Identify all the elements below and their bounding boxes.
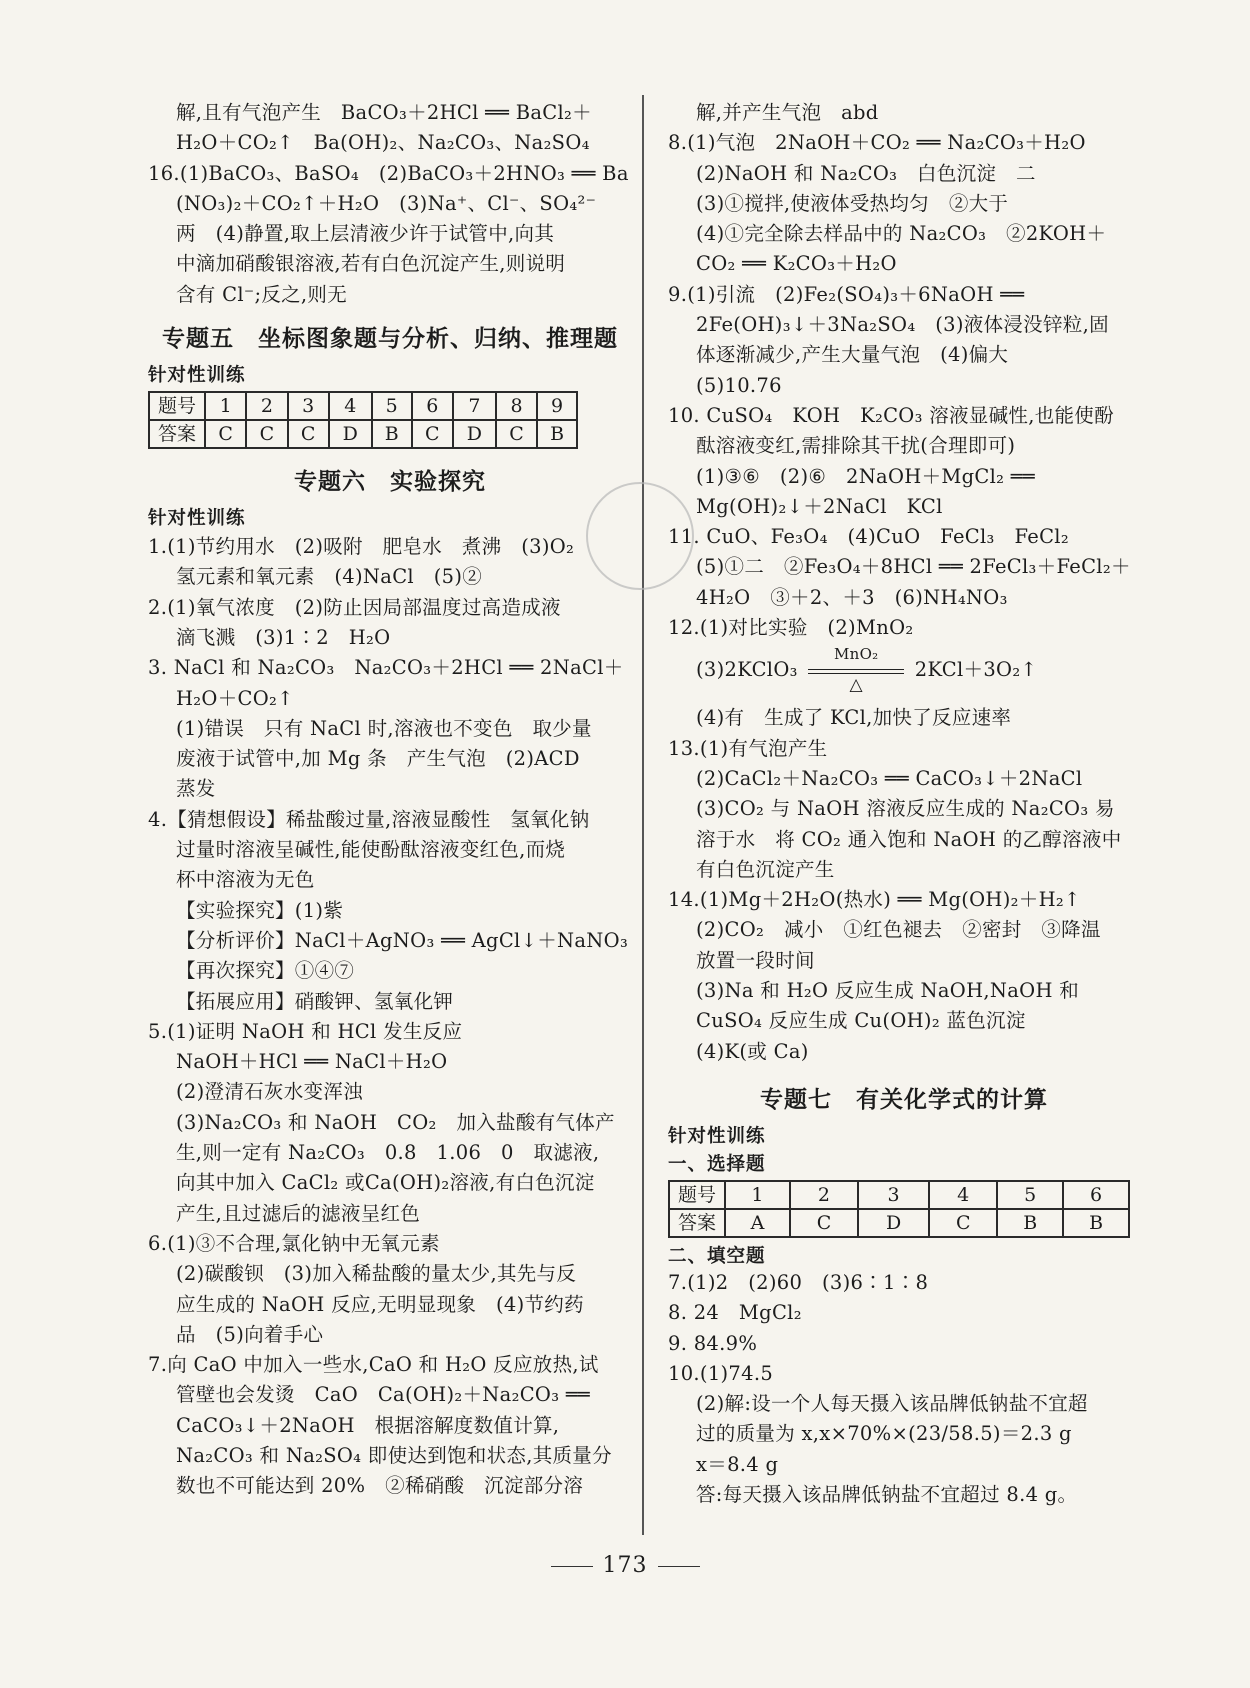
- text-line: 过的质量为 x,x×70%×(23/58.5)＝2.3 g: [696, 1422, 1072, 1446]
- table-cell: D: [453, 420, 496, 448]
- stamp-seal: [586, 482, 694, 590]
- table-cell: 8: [496, 392, 537, 420]
- text-line: 9.(1)引流 (2)Fe₂(SO₄)₃＋6NaOH ══: [668, 282, 1025, 306]
- eq-catalyst: MnO₂: [833, 644, 879, 663]
- text-line: 2Fe(OH)₃↓＋3Na₂SO₄ (3)液体浸没锌粒,固: [696, 313, 1109, 337]
- table-cell: B: [997, 1209, 1063, 1237]
- table-cell: 2: [790, 1181, 858, 1209]
- table-cell: 1: [205, 392, 246, 420]
- table-cell: B: [537, 420, 577, 448]
- text-line: Mg(OH)₂↓＋2NaCl KCl: [696, 494, 943, 518]
- text-line: (2)CaCl₂＋Na₂CO₃ ══ CaCO₃↓＋2NaCl: [696, 766, 1083, 790]
- text-line: 10. CuSO₄ KOH K₂CO₃ 溶液显碱性,也能使酚: [668, 403, 1114, 427]
- text-line: (2)碳酸钡 (3)加入稀盐酸的量太少,其先与反: [176, 1262, 577, 1286]
- text-line: (4)有 生成了 KCl,加快了反应速率: [696, 706, 1012, 730]
- table-cell: 1: [725, 1181, 790, 1209]
- section5-subtitle: 针对性训练: [148, 365, 246, 387]
- text-line: 管壁也会发烫 CaO Ca(OH)₂＋Na₂CO₃ ══: [176, 1383, 590, 1407]
- text-line: 过量时溶液呈碱性,能使酚酞溶液变红色,而烧: [176, 838, 566, 862]
- table-cell: 7: [453, 392, 496, 420]
- text-line: 【分析评价】NaCl＋AgNO₃ ══ AgCl↓＋NaNO₃: [176, 928, 629, 952]
- section5-answer-table: [148, 391, 578, 449]
- text-line: (1)错误 只有 NaCl 时,溶液也不变色 取少量: [176, 716, 592, 740]
- text-line: (2)NaOH 和 Na₂CO₃ 白色沉淀 二: [696, 161, 1036, 185]
- text-line: (4)①完全除去样品中的 Na₂CO₃ ②2KOH＋: [696, 222, 1107, 246]
- table-cell: 3: [858, 1181, 929, 1209]
- section7-part2: 二、填空题: [668, 1245, 766, 1267]
- text-line: 答:每天摄入该品牌低钠盐不宜超过 8.4 g。: [696, 1482, 1078, 1506]
- text-line: 10.(1)74.5: [668, 1361, 774, 1385]
- table-cell: C: [246, 420, 287, 448]
- text-line: CaCO₃↓＋2NaOH 根据溶解度数值计算,: [176, 1413, 560, 1437]
- text-line: 杯中溶液为无色: [176, 868, 315, 892]
- table-cell: C: [790, 1209, 858, 1237]
- table-cell: 2: [246, 392, 287, 420]
- text-line: 6.(1)③不合理,氯化钠中无氧元素: [148, 1231, 440, 1255]
- text-line: 【实验探究】(1)紫: [176, 898, 344, 922]
- text-line: (2)解:设一个人每天摄入该品牌低钠盐不宜超: [696, 1392, 1088, 1416]
- table-cell: 4: [329, 392, 372, 420]
- table-row-label: 答案: [149, 420, 205, 448]
- table-cell: 5: [372, 392, 412, 420]
- text-line: 体逐渐减少,产生大量气泡 (4)偏大: [696, 343, 1009, 367]
- section6-title: 专题六 实验探究: [294, 469, 486, 496]
- table-cell: 9: [537, 392, 577, 420]
- table-cell: D: [858, 1209, 929, 1237]
- text-line: 5.(1)证明 NaOH 和 HCl 发生反应: [148, 1019, 463, 1043]
- text-line: (3)Na 和 H₂O 反应生成 NaOH,NaOH 和: [696, 979, 1080, 1003]
- eq-suffix: 2KCl＋3O₂↑: [914, 658, 1038, 682]
- text-line: 4.【猜想假设】稀盐酸过量,溶液显酸性 氢氧化钠: [148, 807, 590, 831]
- text-line: (3)CO₂ 与 NaOH 溶液反应生成的 Na₂CO₃ 易: [696, 797, 1115, 821]
- text-line: (2)CO₂ 减小 ①红色褪去 ②密封 ③降温: [696, 918, 1101, 942]
- table-row-label: 答案: [669, 1209, 725, 1237]
- eq-arrow: [808, 644, 904, 695]
- page-number: [0, 1553, 1250, 1578]
- text-line: 氢元素和氧元素 (4)NaCl (5)②: [176, 565, 483, 589]
- right-column: [668, 98, 1140, 1510]
- text-line: 1.(1)节约用水 (2)吸附 肥皂水 煮沸 (3)O₂: [148, 535, 575, 559]
- text-line: 8. 24 MgCl₂: [668, 1301, 802, 1325]
- text-line: 8.(1)气泡 2NaOH＋CO₂ ══ Na₂CO₃＋H₂O: [668, 131, 1086, 155]
- text-line: 7.(1)2 (2)60 (3)6∶1∶8: [668, 1270, 929, 1294]
- text-line: 【拓展应用】硝酸钾、氢氧化钾: [176, 989, 454, 1013]
- left-top-lines: [148, 98, 632, 310]
- text-line: 2.(1)氧气浓度 (2)防止因局部温度过高造成液: [148, 595, 561, 619]
- text-line: CuSO₄ 反应生成 Cu(OH)₂ 蓝色沉淀: [696, 1009, 1026, 1033]
- text-line: 溶于水 将 CO₂ 通入饱和 NaOH 的乙醇溶液中: [696, 827, 1122, 851]
- table-answer-row: [669, 1209, 1129, 1237]
- table-cell: C: [496, 420, 537, 448]
- table-row-label: 题号: [669, 1181, 725, 1209]
- text-line: (5)10.76: [696, 373, 782, 397]
- text-line: 13.(1)有气泡产生: [668, 736, 828, 760]
- equation-12-3: [668, 643, 1140, 703]
- column-divider: [642, 95, 644, 1535]
- text-line: (1)③⑥ (2)⑥ 2NaOH＋MgCl₂ ══: [696, 464, 1035, 488]
- text-line: 酞溶液变红,需排除其干扰(合理即可): [696, 434, 1016, 458]
- table-cell: D: [329, 420, 372, 448]
- text-line: (3)Na₂CO₃ 和 NaOH CO₂ 加入盐酸有气体产: [176, 1110, 615, 1134]
- text-line: 数也不可能达到 20% ②稀硝酸 沉淀部分溶: [176, 1474, 584, 1498]
- text-line: NaOH＋HCl ══ NaCl＋H₂O: [176, 1050, 448, 1074]
- text-line: 废液于试管中,加 Mg 条 产生气泡 (2)ACD: [176, 747, 580, 771]
- section5-title: 专题五 坐标图象题与分析、归纳、推理题: [162, 326, 618, 353]
- text-line: 有白色沉淀产生: [696, 857, 835, 881]
- text-line: 应生成的 NaOH 反应,无明显现象 (4)节约药: [176, 1292, 584, 1316]
- table-cell: B: [372, 420, 412, 448]
- text-line: x＝8.4 g: [696, 1452, 779, 1476]
- table-cell: 3: [288, 392, 329, 420]
- text-line: 9. 84.9%: [668, 1331, 758, 1355]
- text-line: 【再次探究】①④⑦: [176, 959, 355, 983]
- text-line: CO₂ ══ K₂CO₃＋H₂O: [696, 252, 897, 276]
- text-line: (2)澄清石灰水变浑浊: [176, 1080, 363, 1104]
- table-cell: C: [929, 1209, 997, 1237]
- text-line: H₂O＋CO₂↑ Ba(OH)₂、Na₂CO₃、Na₂SO₄: [176, 131, 590, 155]
- section6-lines: [148, 532, 632, 1502]
- left-column: [148, 98, 632, 1502]
- table-header-row: [149, 392, 577, 420]
- section7-title: 专题七 有关化学式的计算: [760, 1086, 1048, 1113]
- table-cell: 6: [1063, 1181, 1129, 1209]
- eq-heat: △: [849, 674, 863, 695]
- text-line: 12.(1)对比实验 (2)MnO₂: [668, 616, 914, 640]
- text-line: 中滴加硝酸银溶液,若有白色沉淀产生,则说明: [176, 252, 566, 276]
- table-cell: 5: [997, 1181, 1063, 1209]
- table-cell: A: [725, 1209, 790, 1237]
- text-line: 向其中加入 CaCl₂ 或Ca(OH)₂溶液,有白色沉淀: [176, 1171, 595, 1195]
- section6-subtitle: 针对性训练: [148, 508, 246, 530]
- text-line: (5)①二 ②Fe₃O₄＋8HCl ══ 2FeCl₃＋FeCl₂＋: [696, 555, 1131, 579]
- text-line: 产生,且过滤后的滤液呈红色: [176, 1201, 421, 1225]
- text-line: 蒸发: [176, 777, 216, 801]
- text-line: 滴飞溅 (3)1∶2 H₂O: [176, 625, 391, 649]
- text-line: (NO₃)₂＋CO₂↑＋H₂O (3)Na⁺、Cl⁻、SO₄²⁻: [176, 191, 597, 215]
- section7-lines: [668, 1268, 1140, 1510]
- text-line: 解,并产生气泡 abd: [696, 101, 879, 124]
- right-top-lines: [668, 98, 1140, 643]
- text-line: 两 (4)静置,取上层清液少许于试管中,向其: [176, 222, 555, 246]
- text-line: H₂O＋CO₂↑: [176, 686, 294, 710]
- text-line: 解,且有气泡产生 BaCO₃＋2HCl ══ BaCl₂＋: [176, 101, 592, 124]
- text-line: 16.(1)BaCO₃、BaSO₄ (2)BaCO₃＋2HNO₃ ══ Ba: [148, 161, 629, 185]
- table-cell: C: [412, 420, 453, 448]
- table-cell: 4: [929, 1181, 997, 1209]
- table-cell: C: [205, 420, 246, 448]
- text-line: Na₂CO₃ 和 Na₂SO₄ 即使达到饱和状态,其质量分: [176, 1443, 612, 1467]
- section7-subtitle: 针对性训练: [668, 1125, 766, 1147]
- text-line: 7.向 CaO 中加入一些水,CaO 和 H₂O 反应放热,试: [148, 1353, 599, 1377]
- table-cell: B: [1063, 1209, 1129, 1237]
- text-line: 含有 Cl⁻;反之,则无: [176, 282, 348, 306]
- section7-part1: 一、选择题: [668, 1153, 766, 1175]
- table-row-label: 题号: [149, 392, 205, 420]
- text-line: 14.(1)Mg＋2H₂O(热水) ══ Mg(OH)₂＋H₂↑: [668, 888, 1081, 912]
- table-cell: C: [288, 420, 329, 448]
- text-line: 11. CuO、Fe₃O₄ (4)CuO FeCl₃ FeCl₂: [668, 525, 1069, 549]
- table-cell: 6: [412, 392, 453, 420]
- text-line: 3. NaCl 和 Na₂CO₃ Na₂CO₃＋2HCl ══ 2NaCl＋: [148, 656, 624, 680]
- text-line: 4H₂O ③＋2、＋3 (6)NH₄NO₃: [696, 585, 1008, 609]
- text-line: 放置一段时间: [696, 948, 815, 972]
- text-line: (3)①搅拌,使液体受热均匀 ②大于: [696, 191, 1009, 215]
- table-answer-row: [149, 420, 577, 448]
- text-line: 生,则一定有 Na₂CO₃ 0.8 1.06 0 取滤液,: [176, 1141, 600, 1165]
- eq-prefix: (3)2KClO₃: [696, 658, 798, 682]
- section7-answer-table: [668, 1180, 1130, 1238]
- table-header-row: [669, 1181, 1129, 1209]
- page-number-text: 173: [602, 1553, 648, 1578]
- right-mid-lines: [668, 703, 1140, 1067]
- text-line: 品 (5)向着手心: [176, 1322, 324, 1346]
- text-line: (4)K(或 Ca): [696, 1039, 809, 1063]
